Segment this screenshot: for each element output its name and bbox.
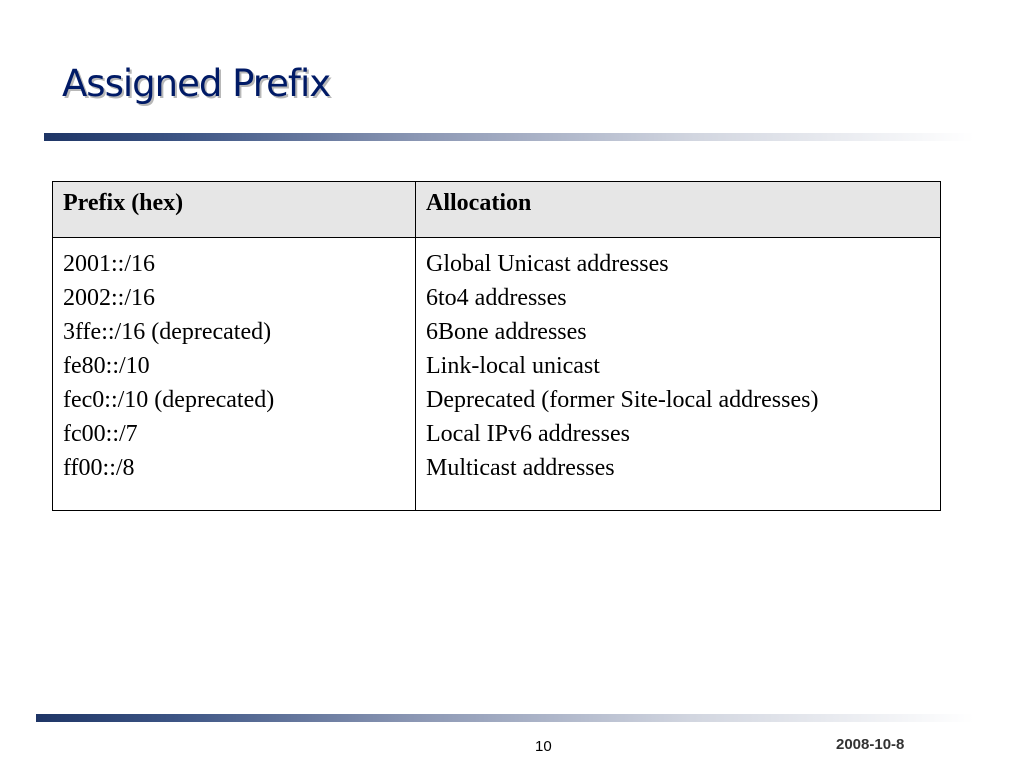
allocation-cell: [416, 238, 941, 511]
allocation-value: 6to4 addresses: [426, 285, 567, 311]
prefix-value: 3ffe::/16 (deprecated): [63, 319, 272, 345]
allocation-value: Link-local unicast: [426, 353, 600, 379]
header-allocation: Allocation: [416, 182, 941, 238]
allocation-value: Global Unicast addresses: [426, 251, 669, 277]
table-row: [53, 238, 941, 511]
title-divider: [44, 133, 974, 141]
prefix-value: 2002::/16: [63, 285, 156, 311]
prefix-value: ff00::/8: [63, 455, 135, 481]
allocation-value: Local IPv6 addresses: [426, 421, 630, 447]
footer-date: 2008-10-8: [836, 736, 905, 753]
prefix-value: fe80::/10: [63, 353, 150, 379]
footer-divider: [36, 714, 974, 722]
table-header-row: [53, 182, 941, 238]
allocation-value: Multicast addresses: [426, 455, 615, 481]
header-prefix: Prefix (hex): [53, 182, 416, 238]
prefix-table: [52, 181, 941, 511]
prefix-cell: [53, 238, 416, 511]
prefix-value: 2001::/16: [63, 251, 156, 277]
prefix-value: fec0::/10 (deprecated): [63, 387, 275, 413]
prefix-value: fc00::/7: [63, 421, 138, 447]
page-number: 10: [535, 738, 552, 755]
allocation-value: 6Bone addresses: [426, 319, 587, 345]
allocation-value: Deprecated (former Site-local addresses): [426, 387, 819, 413]
slide-title: Assigned Prefix: [62, 62, 331, 105]
